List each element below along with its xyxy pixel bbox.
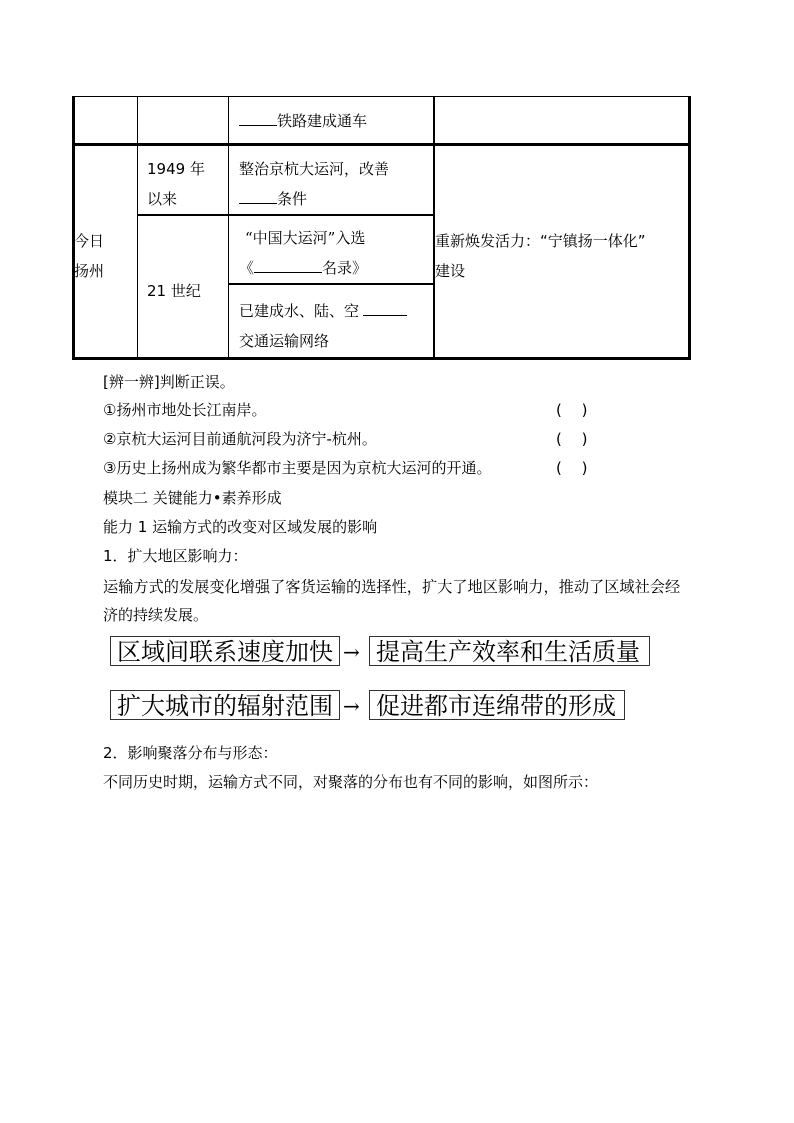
- judge-item: ①扬州市地处长江南岸。: [103, 401, 267, 419]
- cell-event-heritage: [239, 223, 367, 283]
- cell-event-canal: [239, 154, 389, 214]
- flow-box-from: 扩大城市的辐射范围: [110, 690, 340, 720]
- cell-time-21c: [147, 276, 201, 306]
- ability-heading: 能力 1 运输方式的改变对区域发展的影响: [103, 518, 378, 536]
- time-line-1: 1949 年: [147, 160, 205, 178]
- period-line-1: 今日: [74, 232, 105, 250]
- transport-line-1: 已建成水、陆、空: [239, 302, 360, 320]
- heritage-line-1: “中国大运河”入选: [245, 229, 366, 247]
- point1-title: 1．扩大地区影响力：: [103, 547, 248, 565]
- cell-event-transport: [239, 296, 407, 356]
- flow-box-to: 促进都市连绵带的形成: [369, 690, 625, 720]
- flow-box-to: 提高生产效率和生活质量: [369, 636, 650, 666]
- judge-item: ③历史上扬州成为繁华都市主要是因为京杭大运河的开通。: [103, 459, 492, 477]
- cell-time-1949: [147, 154, 205, 214]
- history-table: [72, 96, 691, 359]
- period-line-2: 扬州: [74, 262, 105, 280]
- event-line-2: 条件: [277, 190, 308, 208]
- cell-result: [435, 226, 646, 286]
- point2-title: 2．影响聚落分布与形态：: [103, 744, 278, 762]
- flow-box-from: 区域间联系速度加快: [110, 636, 340, 666]
- answer-paren[interactable]: ( ): [556, 430, 588, 448]
- cell-period: [74, 226, 104, 286]
- heritage-close: 名录》: [322, 259, 368, 277]
- heritage-open: 《: [239, 259, 255, 277]
- fill-blank: [363, 297, 407, 316]
- arrow-icon: →: [343, 640, 360, 664]
- fill-blank: [239, 107, 277, 126]
- fill-blank: [239, 185, 277, 204]
- module-heading: 模块二 关键能力•素养形成: [103, 489, 282, 507]
- point1-body-line2: 济的持续发展。: [103, 606, 209, 624]
- judge-item: ②京杭大运河目前通航河段为济宁-杭州。: [103, 430, 377, 448]
- result-line-2: 建设: [435, 262, 466, 280]
- judge-heading: [辨一辨]判断正误。: [103, 373, 235, 391]
- event-line-1: 整治京杭大运河，改善: [239, 160, 390, 178]
- point1-body-line1: 运输方式的发展变化增强了客货运输的选择性，扩大了地区影响力，推动了区域社会经: [103, 578, 681, 596]
- time-line-2: 以来: [147, 190, 178, 208]
- cell-railway: [239, 106, 367, 136]
- answer-paren[interactable]: ( ): [556, 401, 588, 419]
- fill-blank: [254, 254, 322, 273]
- answer-paren[interactable]: ( ): [556, 459, 588, 477]
- arrow-icon: →: [343, 694, 360, 718]
- point2-body: 不同历史时期，运输方式不同，对聚落的分布也有不同的影响，如图所示：: [103, 773, 599, 791]
- result-line-1: 重新焕发活力：“宁镇扬一体化”: [435, 232, 646, 250]
- time-21c-text: 21 世纪: [147, 282, 201, 300]
- cell-text: 铁路建成通车: [277, 112, 368, 130]
- transport-line-2: 交通运输网络: [239, 332, 330, 350]
